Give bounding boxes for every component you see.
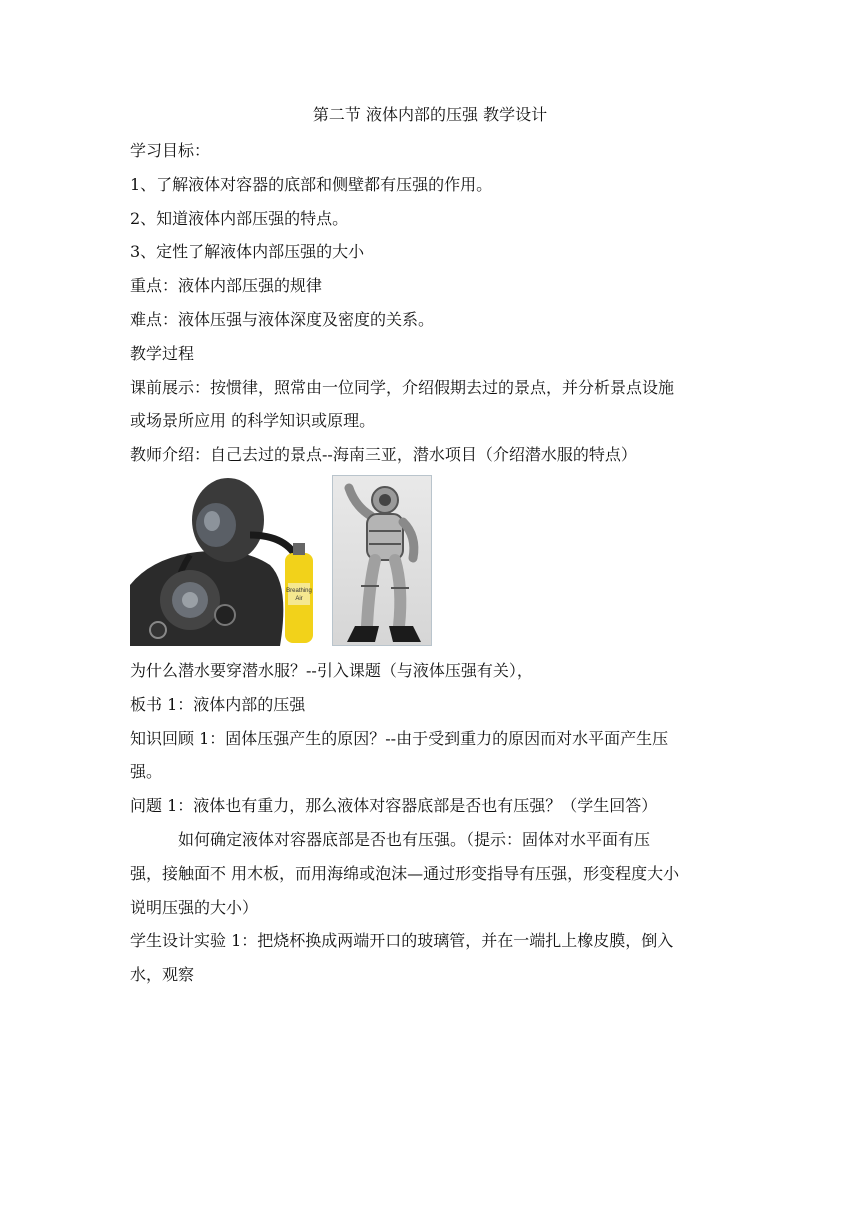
paragraph-line: 2、知道液体内部压强的特点。: [130, 209, 349, 228]
tank-label-text: Breathing: [286, 588, 312, 594]
paragraph-line: 课前展示：按惯律，照常由一位同学，介绍假期去过的景点，并分析景点设施: [130, 378, 675, 397]
paragraph-line: 难点：液体压强与液体深度及密度的关系。: [130, 310, 435, 329]
paragraph-line: 说明压强的大小）: [130, 898, 259, 917]
paragraph-line: 板书 1：液体内部的压强: [130, 695, 306, 714]
paragraph-line: 教学过程: [130, 344, 195, 363]
paragraph-line: 教师介绍：自己去过的景点--海南三亚，潜水项目（介绍潜水服的特点）: [130, 445, 637, 464]
atmospheric-diving-suit-image: [332, 475, 432, 646]
paragraph-line: 学习目标：: [130, 141, 211, 160]
tank-label-text: Air: [295, 596, 303, 602]
paragraph-line: 问题 1：液体也有重力，那么液体对容器底部是否也有压强？（学生回答）: [130, 796, 658, 815]
paragraph-line: 3、定性了解液体内部压强的大小: [130, 242, 365, 261]
paragraph-line: 强。: [130, 762, 163, 781]
paragraph-line: 水，观察: [130, 965, 195, 984]
paragraph-line: 如何确定液体对容器底部是否也有压强。（提示：固体对水平面有压: [130, 830, 651, 849]
scuba-diver-image: [130, 475, 330, 646]
diving-suit-figures: [130, 475, 432, 646]
paragraph-line: 强，接触面不 用木板，而用海绵或泡沫—通过形变指导有压强，形变程度大小: [130, 864, 680, 883]
paragraph-line: 1、了解液体对容器的底部和侧壁都有压强的作用。: [130, 175, 493, 194]
paragraph-line: 为什么潜水要穿潜水服？--引入课题（与液体压强有关），: [130, 661, 533, 680]
paragraph-line: 或场景所应用 的科学知识或原理。: [130, 411, 376, 430]
document-title: 第二节 液体内部的压强 教学设计: [312, 105, 548, 124]
paragraph-line: 知识回顾 1：固体压强产生的原因？--由于受到重力的原因而对水平面产生压: [130, 729, 669, 748]
paragraph-line: 学生设计实验 1：把烧杯换成两端开口的玻璃管，并在一端扎上橡皮膜，倒入: [130, 931, 674, 950]
paragraph-line: 重点：液体内部压强的规律: [130, 276, 323, 295]
